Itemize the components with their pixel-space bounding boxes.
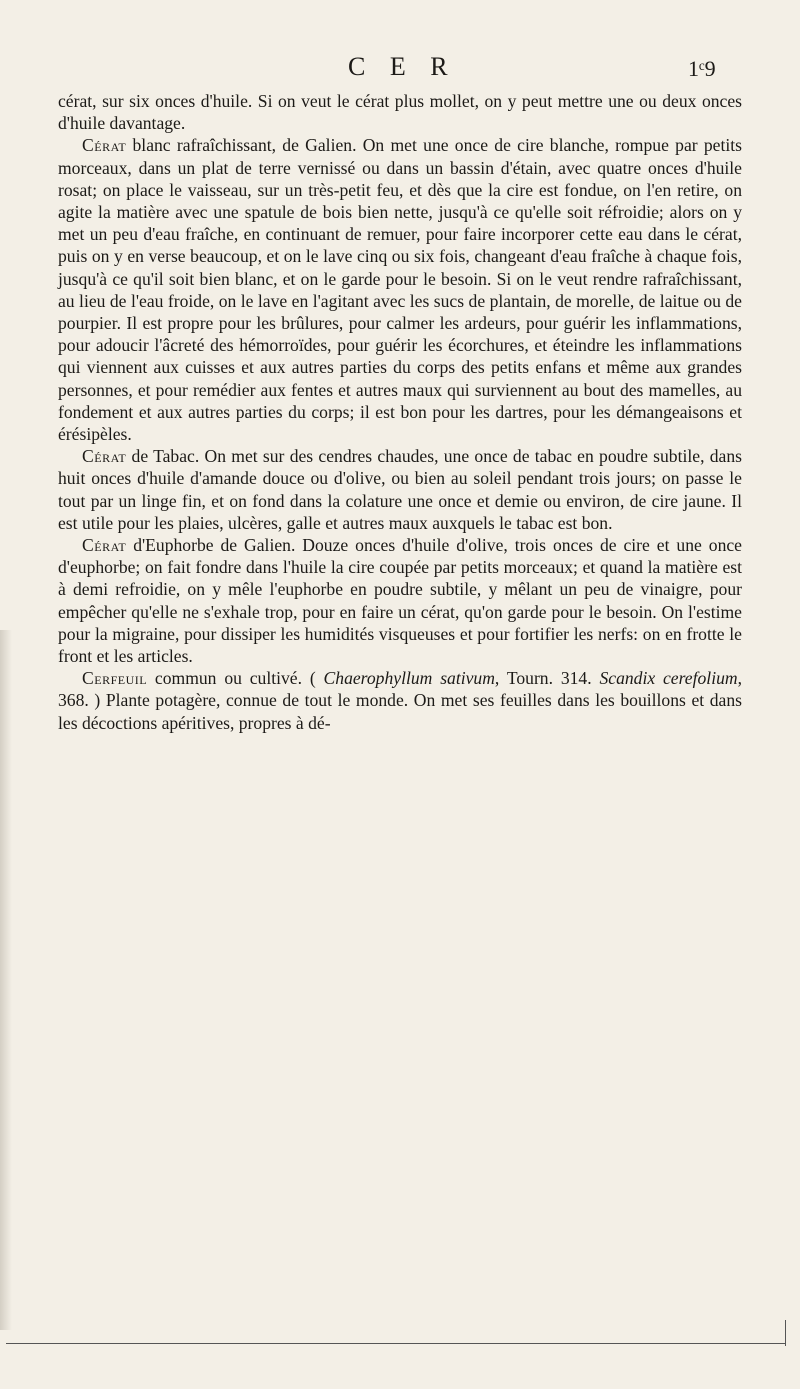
- running-head: C E R: [348, 52, 457, 81]
- entry-cerat-tabac: [58, 445, 742, 534]
- entry-cerfeuil: [58, 667, 742, 734]
- entry-text: blanc rafraîchissant, de Galien. On met une once de cire blanche, rompue par petits morceaux, dans un plat de terre vernissé ou dans un bassin d'étain, avec quatre onces d'huile rosat; on place le vaisseau, sur un très-petit feu, et dès que la cire est fondue, on l'en retire, on agite la matière avec une spatule de bois bien nette, jusqu'à ce qu'elle soit réfroidie; alors on y met un peu d'eau fraîche, en continuant de remuer, pour faire incorporer cette eau dans le cérat, puis on y en verse beaucoup, et on le lave cinq ou six fois, changeant d'eau fraîche à chaque fois, jusqu'à ce qu'il soit bien blanc, et on le garde pour le besoin. Si on le veut rendre rafraîchissant, au lieu de l'eau froide, on le lave en l'agitant avec les sucs de plantain, de morelle, de laitue ou de pourpier. Il est propre pour les brûlures, pour calmer les ardeurs, pour guérir les inflammations, pour adoucir l'âcreté des hémorroïdes, pour guérir les écorchures, et éteindre les inflammations qui viennent aux cuisses et aux autres parties du corps des petits enfans et même aux grandes personnes, et pour remédier aux fentes et autres maux qui surviennent au bout des mamelles, au fondement et aux autres parties du corps; il est bon pour les dartres, pour les démangeaisons et érésipèles.: [58, 135, 742, 445]
- page-body: [58, 90, 742, 734]
- latin-name: Scandix cerefolium: [599, 668, 738, 689]
- continuation-paragraph: [58, 90, 742, 134]
- entry-text-mid: , Tourn. 314.: [494, 668, 600, 689]
- entry-cerat-blanc: [58, 134, 742, 445]
- page-number: 1ᶜ9: [688, 56, 716, 81]
- entry-term: Cérat: [82, 135, 127, 156]
- entry-term: Cérat: [82, 535, 127, 556]
- entry-text-before: commun ou cultivé. (: [147, 668, 324, 689]
- entry-term: Cérat: [82, 446, 127, 467]
- corner-border-rule: [785, 1320, 786, 1346]
- bottom-border-rule: [6, 1343, 786, 1344]
- entry-text: de Tabac. On met sur des cendres chaudes, une once de tabac en poudre subtile, dans huit onces d'huile d'amande douce ou d'olive, ou bien au soleil pendant trois jours; on passe le tout par un linge fin, et on fond dans la colature une once et demie ou environ, de cire jaune. Il est utile pour les plaies, ulcères, galle et autres maux auxquels le tabac est bon.: [58, 446, 742, 533]
- entry-term: Cerfeuil: [82, 668, 148, 689]
- entry-cerat-euphorbe: [58, 534, 742, 667]
- page-header: [0, 52, 800, 86]
- page-gutter-shadow: [0, 630, 12, 1330]
- latin-name: Chaerophyllum sativum: [323, 668, 495, 689]
- paragraph-text: cérat, sur six onces d'huile. Si on veut le cérat plus mollet, on y peut mettre une ou deux onces d'huile davantage.: [58, 91, 742, 134]
- entry-text-after: , 368. ) Plante potagère, connue de tout le monde. On met ses feuilles dans les bouillons et dans les décoctions apéritives, propres à dé-: [58, 668, 742, 733]
- entry-text: d'Euphorbe de Galien. Douze onces d'huile d'olive, trois onces de cire et une once d'euphorbe; on fait fondre dans l'huile la cire coupée par petits morceaux; et quand la matière est à demi refroidie, on y mêle l'euphorbe en poudre subtile, y mêlant un peu de vinaigre, pour empêcher qu'elle ne s'exhale trop, pour en faire un cérat, qu'on garde pour le besoin. On l'estime pour la migraine, pour dissiper les humidités visqueuses et pour fortifier les nerfs: on en frotte le front et les articles.: [58, 535, 742, 667]
